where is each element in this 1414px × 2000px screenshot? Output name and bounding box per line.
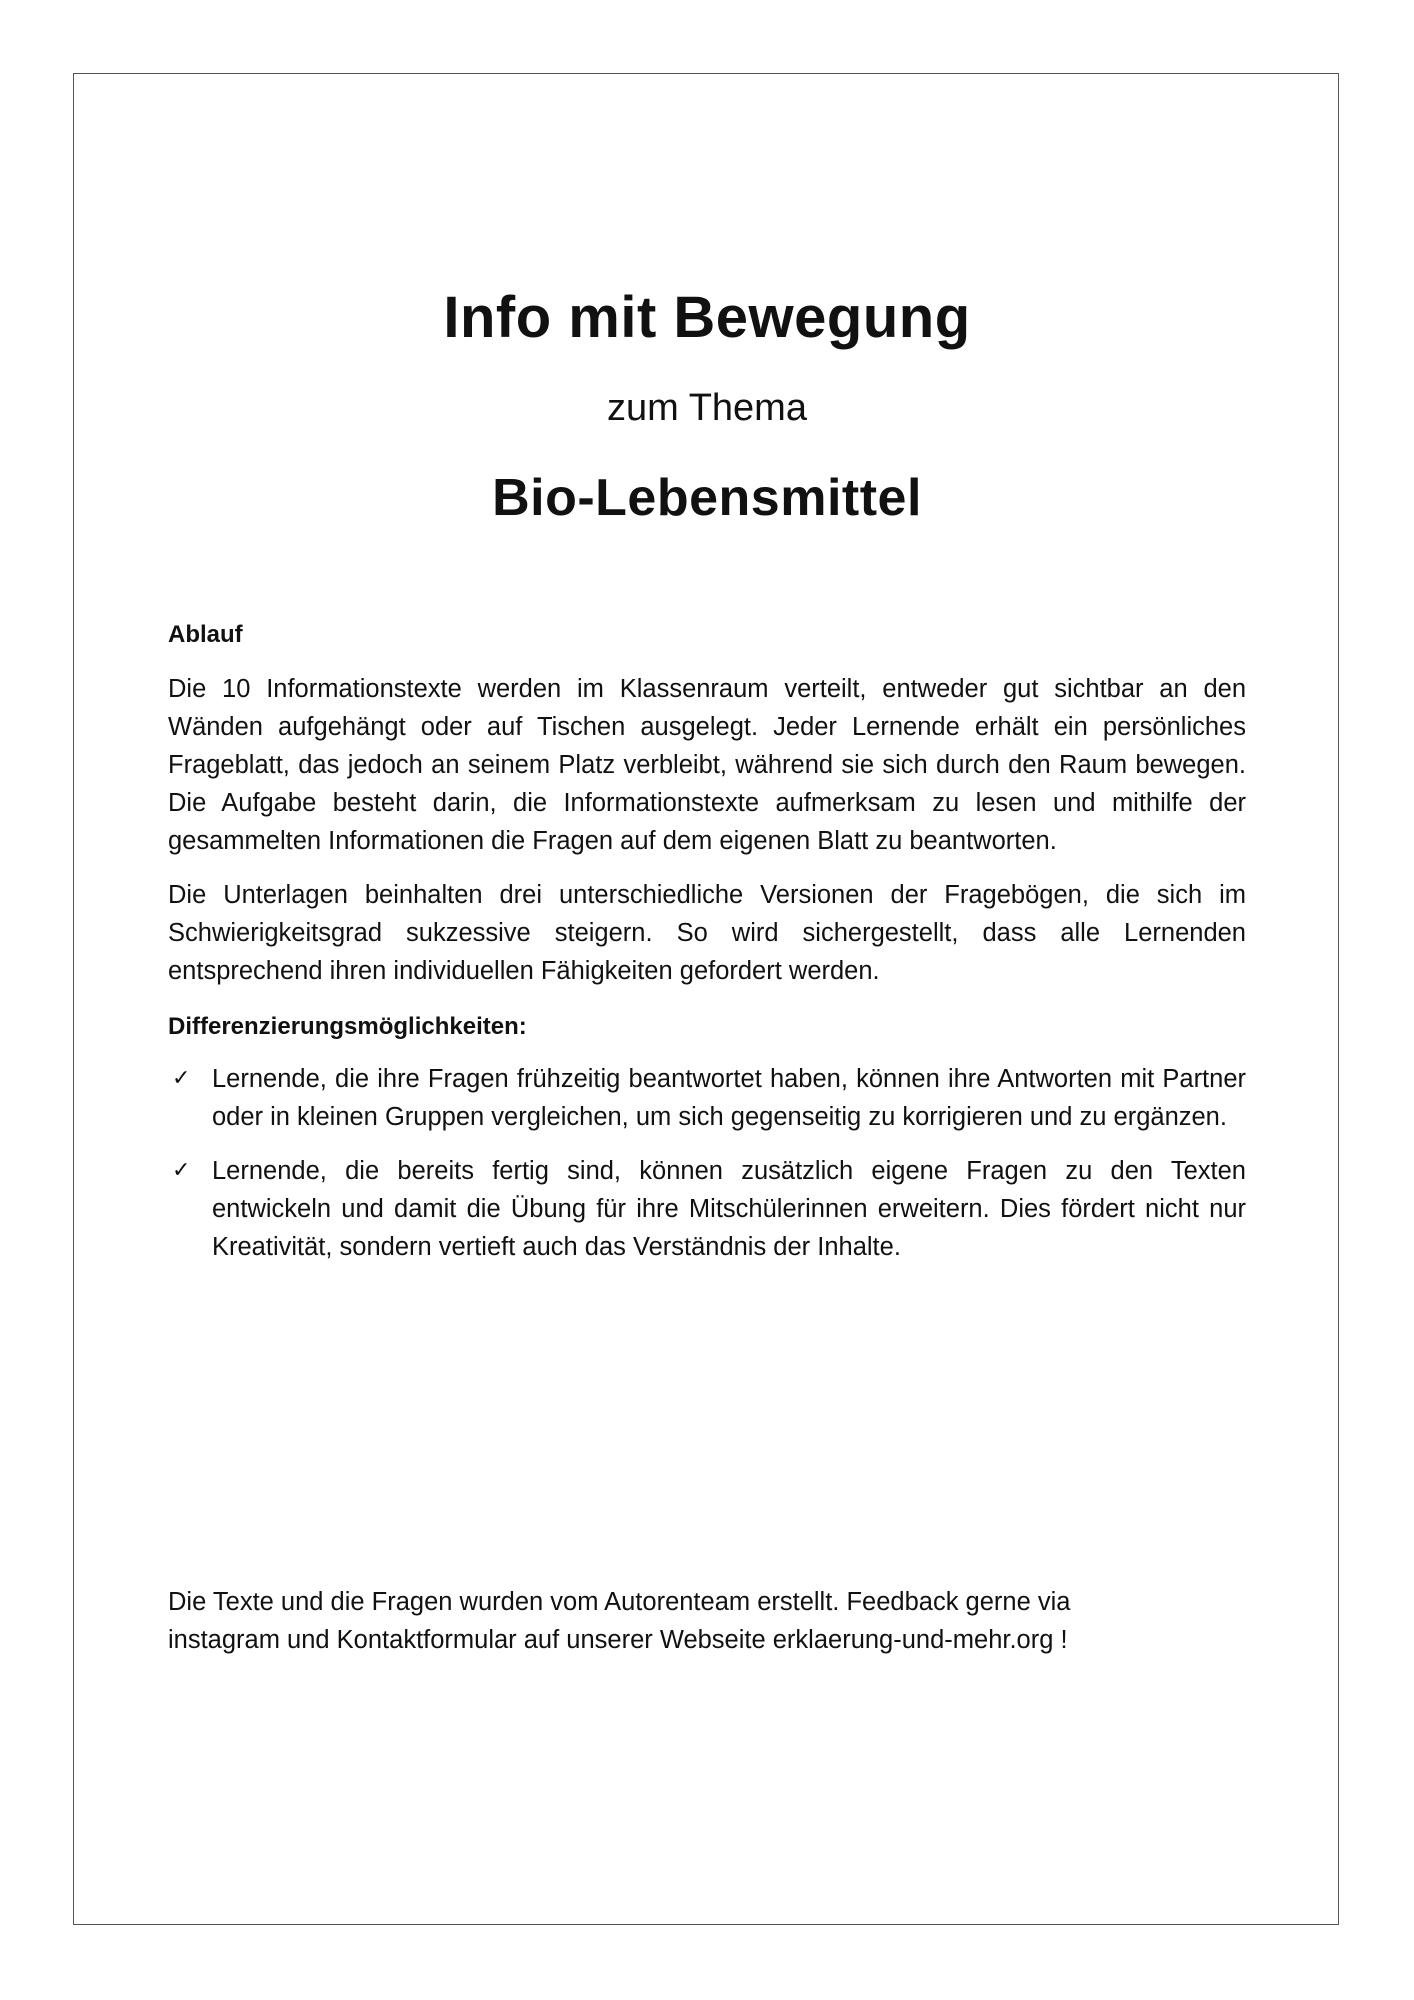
document-title: Info mit Bewegung — [443, 285, 971, 350]
section-heading-differenzierung: Differenzierungsmöglichkeiten: — [168, 1013, 527, 1040]
list-item-text: Lernende, die ihre Fragen frühzeitig beantwortet haben, können ihre Antworten mit Partner oder in kleinen Gruppen vergleichen, um sich gegenseitig zu korrigieren und zu ergänzen. — [212, 1065, 1246, 1131]
footer-line: instagram und Kontaktformular auf unserer Webseite erklaerung-und-mehr.org ! — [168, 1626, 1068, 1654]
checkmark-icon: ✓ — [172, 1066, 191, 1091]
document-subtitle: zum Thema — [607, 387, 807, 429]
footer-note — [168, 1583, 1246, 1659]
paragraph: Die 10 Informationstexte werden im Klassenraum verteilt, entweder gut sichtbar an den Wänden aufgehängt oder auf Tischen ausgelegt. Jeder Lernende erhält ein persönliches Frageblatt, das jedoch an seinem Platz verbleibt, während sie sich durch den Raum bewegen. Die Aufgabe besteht darin, die Informationstexte aufmerksam zu lesen und mithilfe der gesammelten Informationen die Fragen auf dem eigenen Blatt zu beantworten. — [168, 675, 1246, 855]
document-body — [168, 620, 1246, 1282]
differentiation-list — [168, 1060, 1246, 1266]
list-item-text: Lernende, die bereits fertig sind, können zusätzlich eigene Fragen zu den Texten entwickeln und damit die Übung für ihre Mitschülerinnen erweitern. Dies fördert nicht nur Kreativität, sondern vertieft auch das Verständnis der Inhalte. — [212, 1157, 1246, 1261]
list-item — [168, 1060, 1246, 1136]
list-item — [168, 1152, 1246, 1266]
document-topic: Bio-Lebensmittel — [492, 469, 922, 527]
footer-line: Die Texte und die Fragen wurden vom Autorenteam erstellt. Feedback gerne via — [168, 1588, 1071, 1616]
section-heading-ablauf: Ablauf — [168, 621, 243, 648]
paragraph: Die Unterlagen beinhalten drei unterschiedliche Versionen der Fragebögen, die sich im Schwierigkeitsgrad sukzessive steigern. So wird sichergestellt, dass alle Lernenden entsprechend ihren individuellen Fähigkeiten gefordert werden. — [168, 881, 1246, 985]
checkmark-icon: ✓ — [172, 1158, 191, 1183]
